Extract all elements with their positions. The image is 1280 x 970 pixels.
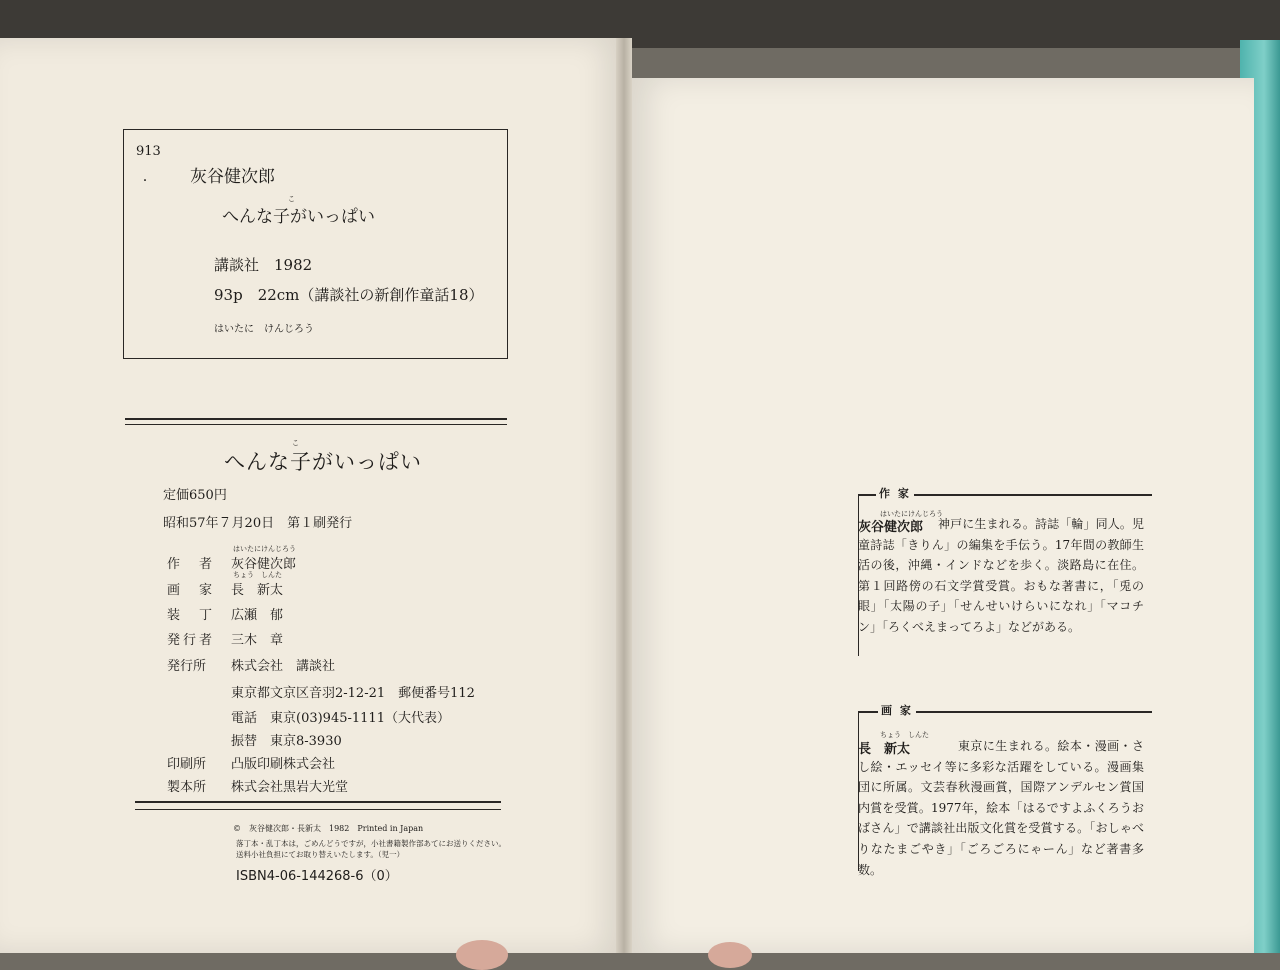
credit-value-publisher: 株式会社 講談社: [231, 659, 336, 674]
author-name: 灰谷健次郎: [858, 520, 924, 535]
colophon-rule-top: [125, 418, 507, 420]
credit-label-author: 作 者: [167, 557, 216, 572]
card-reading: はいたに けんじろう: [214, 324, 314, 335]
price: 定価650円: [163, 488, 227, 503]
catalog-card: [123, 129, 508, 359]
author-heading: 作 家: [876, 485, 914, 501]
card-title-ruby: こ: [288, 195, 295, 203]
publisher-transfer: 振替 東京8-3930: [231, 734, 342, 749]
replacement-notice: 落丁本・乱丁本は，ごめんどうですが，小社書籍製作部あてにお送りください。送料小社負担にてお取り替えいたします。（児一）: [236, 839, 506, 859]
card-title: [222, 195, 375, 227]
author-profile-box: [858, 487, 1152, 656]
card-publisher-year: 講談社 1982: [214, 256, 313, 274]
credit-label-artist: 画 家: [167, 583, 216, 598]
artist-profile-box: [858, 704, 1152, 877]
credit-label-design: 装 丁: [167, 608, 216, 623]
credit-text-artist: 長 新太: [231, 583, 284, 598]
binder-label: 製本所: [167, 780, 207, 795]
printer-value: 凸版印刷株式会社: [231, 757, 336, 772]
credit-value-publisher-person: 三木 章: [231, 633, 284, 648]
finger-left: [456, 940, 508, 970]
card-physical-description: 93p 22cm（講談社の新創作童話18）: [214, 286, 484, 304]
copyright-line: © 灰谷健次郎・長新太 1982 Printed in Japan: [233, 824, 424, 833]
credit-label-publisher-person: 発行者: [167, 633, 216, 648]
credit-text-author: 灰谷健次郎: [231, 557, 297, 572]
card-title-text: へんな子がいっぱい: [222, 207, 375, 227]
printer-label: 印刷所: [167, 757, 207, 772]
colophon-title-ruby: こ: [292, 439, 300, 447]
credit-value-artist: [231, 571, 284, 598]
colophon-title-text: へんな子がいっぱい: [224, 450, 422, 474]
publisher-phone: 電話 東京(03)945-1111（大代表）: [231, 711, 450, 726]
class-number: 913: [136, 144, 161, 159]
author-bio: 神戸に生まれる。詩誌「輪」同人。児童詩誌「きりん」の編集を手伝う。17年間の教師生活の後，沖縄・インドなどを歩く。淡路島に在住。第１回路傍の石文学賞受賞。おもな著書に，「兎の眼」「太陽の子」「せんせいけらいになれ」「マコチン」「ろくべえまってろよ」などがある。: [858, 517, 1144, 634]
card-author: 灰谷健次郎: [190, 167, 275, 187]
book-gutter: [616, 38, 632, 953]
colophon-title: [224, 439, 422, 476]
credit-ruby-artist: ちょう しんた: [233, 571, 282, 579]
finger-right: [708, 942, 752, 968]
artist-name-ruby: ちょう しんた: [880, 731, 929, 739]
publisher-address: 東京都文京区音羽2-12-21 郵便番号112: [231, 686, 475, 701]
isbn: ISBN4-06-144268-6（0）: [236, 869, 398, 884]
artist-heading: 画 家: [878, 702, 916, 718]
colophon-rule-top-thin: [125, 424, 507, 425]
colophon-rule-bottom: [135, 801, 501, 803]
card-dot: ・: [140, 176, 150, 187]
publication-date: 昭和57年７月20日 第１刷発行: [163, 516, 353, 531]
binder-value: 株式会社黒岩大光堂: [231, 780, 349, 795]
colophon-rule-bottom-thin: [135, 809, 501, 810]
credit-ruby-author: はいたにけんじろう: [233, 545, 296, 553]
artist-bio: 東京に生まれる。絵本・漫画・さし絵・エッセイ等に多彩な活躍をしている。漫画集団に所属。文芸春秋漫画賞，国際アンデルセン賞国内賞を受賞。1977年，絵本「はるですよふくろうおばさん」で講談社出版文化賞を受賞する。「おしゃべりなたまごやき」「ごろごろにゃーん」など著書多数。: [858, 739, 1144, 877]
artist-name: 長 新太: [858, 742, 911, 757]
author-name-ruby: はいたにけんじろう: [880, 510, 943, 518]
credit-label-publisher: 発行所: [167, 659, 207, 674]
credit-value-design: 広瀬 郁: [231, 608, 284, 623]
